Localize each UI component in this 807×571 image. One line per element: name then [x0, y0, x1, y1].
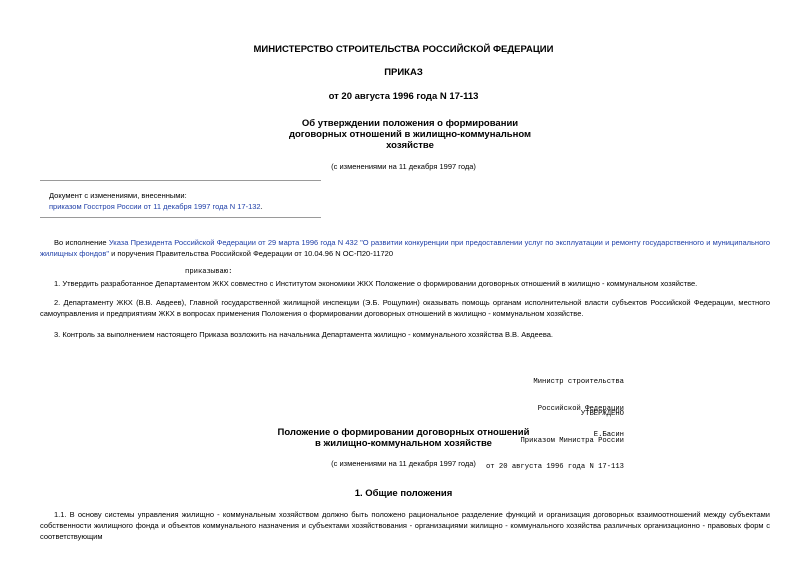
order-title-line-3: хозяйстве	[386, 140, 434, 151]
decree-link[interactable]: Указа Президента Российской Федерации от 29 марта 1996 года N 432 "О развитии конкуренции при предоставлении услуг по эксплуатации и ремонту государственного и муниципального жилищных фондов"	[40, 238, 770, 258]
regulation-title	[0, 427, 807, 449]
signature-name: Е.Басин	[593, 430, 624, 439]
order-item-3: 3. Контроль за выполнением настоящего Приказа возложить на начальника Департамента жилищно - коммунального хозяйства В.В. Авдеева.	[54, 330, 553, 339]
order-item-1: 1. Утвердить разработанное Департаментом ЖКХ совместно с Институтом экономики ЖКХ Положение о формировании договорных отношений в жилищно - коммунальном хозяйстве.	[54, 279, 698, 288]
prikazyvayu-label: приказываю:	[185, 268, 233, 276]
order-title-line-2: договорных отношений в жилищно-коммунальном	[288, 129, 532, 140]
approved-date: от 20 августа 1996 года N 17-113	[485, 462, 624, 471]
regulation-changes-note: (с изменениями на 11 декабря 1997 года)	[331, 459, 476, 468]
preamble-text-start: Во исполнение	[54, 238, 109, 247]
doc-note-label: Документ с изменениями, внесенными:	[49, 191, 187, 200]
regulation-paragraph-1-1: 1.1. В основу системы управления жилищно - коммунальным хозяйством должно быть положено рациональное разделение функций и организация договорных взаимоотношений между субъектами собственности жилищного фонда и объектов коммунального назначения и субъектами хозяйствования - организациями жилищно - коммунального хозяйства различных организационно - правовых форм с соответствующим	[40, 510, 770, 541]
amendment-link[interactable]: приказом Госстроя России от 11 декабря 1997 года N 17-132	[49, 202, 261, 211]
section-heading: 1. Общие положения	[354, 488, 453, 499]
ministry-heading: МИНИСТЕРСТВО СТРОИТЕЛЬСТВА РОССИЙСКОЙ ФЕДЕРАЦИИ	[253, 44, 554, 55]
order-title	[250, 118, 570, 151]
signature-title: Министр строительства	[533, 378, 624, 387]
divider-bottom	[40, 217, 321, 218]
signature-country: Российской Федерации	[537, 404, 624, 413]
approved-by: Приказом Министра России	[520, 436, 624, 445]
doc-note	[49, 190, 263, 212]
regulation-title-line-1: Положение о формировании договорных отношений	[277, 427, 530, 438]
doc-note-link-tail: .	[260, 202, 263, 211]
divider-top	[40, 180, 321, 181]
changes-note: (с изменениями на 11 декабря 1997 года)	[331, 162, 476, 171]
regulation-title-line-2: в жилищно-коммунальном хозяйстве	[315, 438, 492, 449]
approved-label: УТВЕРЖДЕНО	[580, 410, 624, 419]
order-title-line-1: Об утверждении положения о формировании	[301, 118, 519, 129]
preamble-text-end: и поручения Правительства Российской Федерации от 10.04.96 N ОС-П20-11720	[109, 249, 394, 258]
order-item-2: 2. Департаменту ЖКХ (В.В. Авдеев), Главной государственной жилищной инспекции (Э.Б. Рощупкин) оказывать помощь органам исполнительной власти субъектов Российской Федерации, местного самоуправления и предприятиям ЖКХ в вопросах применения Положения о формировании договорных отношений в жилищно - коммунальном хозяйстве.	[40, 298, 770, 318]
doc-note-link-line	[49, 201, 263, 212]
order-date: от 20 августа 1996 года N 17-113	[328, 91, 479, 102]
preamble-paragraph	[40, 237, 770, 259]
order-heading: ПРИКАЗ	[384, 67, 423, 78]
